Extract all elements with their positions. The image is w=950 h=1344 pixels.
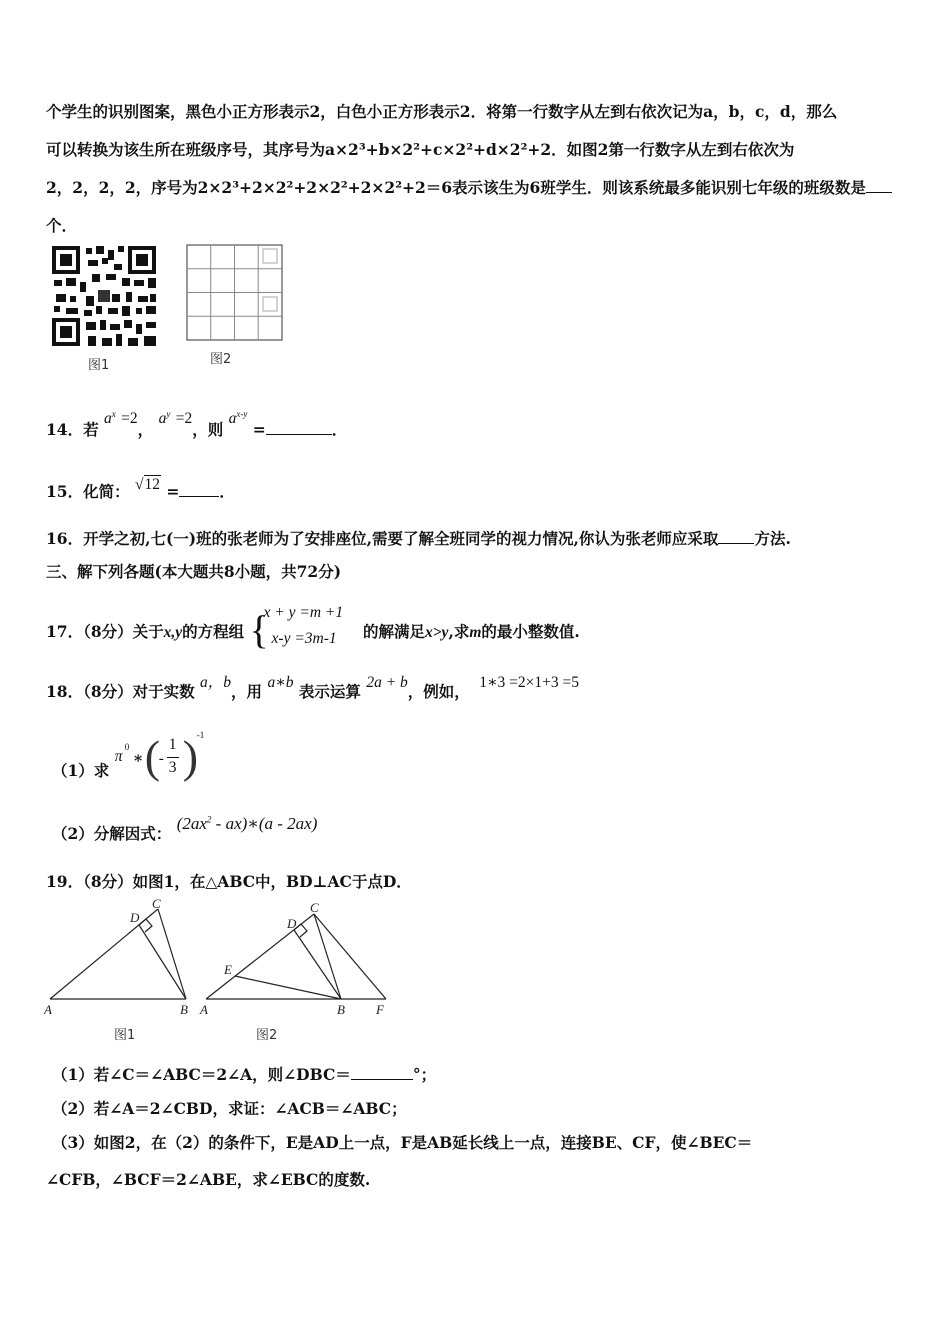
q17-end: 的最小整数值. xyxy=(481,622,580,641)
fig1-label-a: A xyxy=(44,1002,52,1017)
q18-2-expr-b: - ax)∗(a - 2ax) xyxy=(211,814,318,833)
q14-exp-2: y xyxy=(166,408,171,419)
answer-blank-15[interactable] xyxy=(179,481,219,497)
sqrt-radicand: 12 xyxy=(144,476,160,493)
frac-numerator: 1 xyxy=(168,736,177,753)
intro-line-2: 可以转换为该生所在班级序号，其序号为a×2³+b×2²+c×2²+d×2²+2．如图2第一行数字从左到右依次为 xyxy=(46,140,795,159)
q14-end: ． xyxy=(331,420,348,439)
q17-var: m xyxy=(469,624,482,641)
q18-example: 1∗3 =2×1+3 =5 xyxy=(479,674,579,691)
intro-line-1: 个学生的识别图案，黑色小正方形表示2，白色小正方形表示2．将第一行数字从左到右依次记为a，b，c，d，那么 xyxy=(46,102,838,121)
fig1-label-d: D xyxy=(130,910,140,925)
answer-blank-14[interactable] xyxy=(266,419,332,435)
answer-blank-19-1[interactable] xyxy=(351,1064,413,1080)
question-16 xyxy=(46,527,791,549)
q15-label: 15．化简： xyxy=(46,482,130,501)
q18-2-expr-sq: 2 xyxy=(206,814,212,825)
q19-1-end: °； xyxy=(412,1065,437,1084)
q18-label: 18．（8分）对于实数 xyxy=(46,682,195,701)
fig2-label-f: F xyxy=(376,1002,384,1017)
section-3-heading: 三、解下列各题(本大题共8小题，共72分) xyxy=(46,562,342,581)
q17-after2: ,求 xyxy=(448,622,470,641)
answer-blank-13[interactable] xyxy=(866,177,892,193)
answer-blank-16[interactable] xyxy=(718,528,754,544)
question-19-part-3-line-2: ∠CFB，∠BCF＝2∠ABE，求∠EBC的度数. xyxy=(46,1170,371,1189)
frac-minus: - xyxy=(158,750,164,767)
q14-exp-1: x xyxy=(111,408,116,419)
q18-sep: ，用 xyxy=(231,682,263,701)
q16-end: 方法. xyxy=(754,529,791,548)
q18-2-label: （2）分解因式： xyxy=(52,824,172,843)
system-eq-2: x-y =3m-1 xyxy=(271,630,337,647)
question-15 xyxy=(46,476,235,502)
system-brace: { xyxy=(249,607,269,652)
question-19-part-2: （2）若∠A＝2∠CBD，求证：∠ACB＝∠ABC； xyxy=(52,1099,407,1118)
question-18 xyxy=(46,674,579,702)
question-14 xyxy=(46,408,348,440)
q18-ab: a，b xyxy=(200,674,232,691)
figure-1-caption: 图1 xyxy=(88,358,110,373)
qr-code-figure xyxy=(50,244,158,348)
frac-denominator: 3 xyxy=(168,759,177,776)
q19-figures xyxy=(44,896,394,1042)
question-18-part-2 xyxy=(52,814,318,844)
fig2-label-d: D xyxy=(287,916,297,931)
q17-mid: 的方程组 xyxy=(182,622,245,641)
q19-figure-1 xyxy=(50,909,186,999)
q14-base-2: a xyxy=(158,410,167,427)
q14-base-1: a xyxy=(103,410,112,427)
fig2-label-a: A xyxy=(200,1002,208,1017)
intro-line-3 xyxy=(46,176,892,198)
q14-mid: ，则 xyxy=(192,420,224,439)
q18-2-expression xyxy=(177,814,318,833)
fig2-label-e: E xyxy=(224,962,232,977)
system-eq-1: x + y =m +1 xyxy=(263,604,344,621)
q19-figure-1-caption: 图1 xyxy=(114,1028,136,1043)
pi-exponent: 0 xyxy=(124,742,130,752)
qr-finder-top-right xyxy=(128,246,156,274)
q17-cond: x>y xyxy=(424,624,449,641)
figure-2-caption: 图2 xyxy=(210,352,232,367)
qr-finder-top-left xyxy=(52,246,80,274)
fig1-label-b: B xyxy=(180,1002,188,1017)
q19-figure-2-caption: 图2 xyxy=(256,1028,278,1043)
paren-close: ) xyxy=(182,731,199,782)
q14-rhs-2: =2 xyxy=(175,410,193,427)
fig2-label-b: B xyxy=(337,1002,345,1017)
frac-bar xyxy=(167,757,179,758)
question-17 xyxy=(46,604,580,658)
q18-ex: ，例如， xyxy=(407,682,470,701)
q18-2-expr-a: (2ax xyxy=(176,814,207,833)
fig1-label-c: C xyxy=(152,896,161,911)
equation-system xyxy=(249,604,358,658)
grid-figure xyxy=(186,244,284,342)
fig2-label-c: C xyxy=(310,900,319,915)
intro-line-4: 个． xyxy=(46,216,78,235)
question-18-part-1 xyxy=(52,730,225,792)
question-19: 19．（8分）如图1，在△ABC中，BD⊥AC于点D． xyxy=(46,872,412,891)
q15-eq: = xyxy=(166,482,180,501)
q14-label: 14．若 xyxy=(46,420,99,439)
star-operator: ∗ xyxy=(132,750,144,767)
q14-base-3: a xyxy=(228,410,237,427)
q17-after: 的解满足 xyxy=(362,622,425,641)
q14-rhs-1: =2 xyxy=(121,410,138,427)
q14-exp-3: x-y xyxy=(236,408,248,419)
q18-expr: 2a + b xyxy=(366,674,408,691)
q14-eq: = xyxy=(252,420,266,439)
q17-label: 17．（8分）关于 xyxy=(46,622,164,641)
q15-end: ． xyxy=(219,482,235,501)
q17-vars: x,y xyxy=(163,624,183,641)
question-19-part-3-line-1: （3）如图2，在（2）的条件下，E是AD上一点，F是AB延长线上一点，连接BE、CF，使∠BEC＝ xyxy=(52,1133,753,1152)
q16-text: 16．开学之初,七(一)班的张老师为了安排座位,需要了解全班同学的视力情况,你认为张老师应采取 xyxy=(46,529,719,548)
q18-mid: 表示运算 xyxy=(298,682,361,701)
qr-finder-bottom-left xyxy=(52,318,80,346)
intro-line-3-text: 2，2，2，2，序号为2×2³+2×2²+2×2²+2×2²+2＝6表示该生为6班学生．则该系统最多能识别七年级的班级数是 xyxy=(46,178,866,197)
paren-open: ( xyxy=(144,731,161,782)
q19-1-text: （1）若∠C＝∠ABC＝2∠A，则∠DBC＝ xyxy=(52,1065,351,1084)
q18-1-label: （1）求 xyxy=(52,761,110,780)
question-19-part-1 xyxy=(52,1063,436,1085)
outer-exponent: -1 xyxy=(196,730,205,740)
sqrt-12: √12 xyxy=(134,476,160,493)
q18-op: a∗b xyxy=(267,674,294,691)
q14-sep: ， xyxy=(137,420,154,439)
q18-1-expression xyxy=(114,730,225,784)
pi-symbol: π xyxy=(114,748,123,765)
